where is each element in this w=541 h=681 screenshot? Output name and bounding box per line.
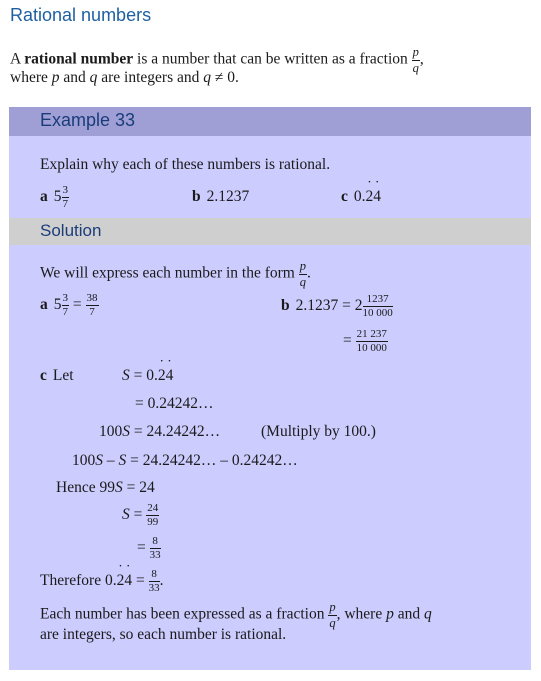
solution-part-b-line-2: = $\frac{21 237}{10 000}$ <box>343 328 387 354</box>
solution-c-step-2: = 0.24242… <box>135 395 214 412</box>
example-panel <box>9 107 531 670</box>
term-rational-number: rational number <box>24 50 134 68</box>
solution-c-step-4: 100S – S = 24.24242… – 0.24242… <box>72 452 298 469</box>
fraction-p-over-q: $\frac{p}{q}$ <box>412 45 419 75</box>
solution-header <box>9 218 531 245</box>
conclusion-line-1: Each number has been expressed as a fraction $\frac{p}{q}$ , where p and q <box>40 600 432 630</box>
solution-title: Solution <box>40 221 102 240</box>
solution-c-step-6: S = $\frac{24}{99}$ <box>122 502 159 528</box>
solution-intro: We will express each number in the form $\frac{p}{q}$ . <box>40 259 311 289</box>
solution-c-step-3: 100S = 24.24242… <box>99 423 221 440</box>
example-header <box>9 107 531 136</box>
section-title: Rational numbers <box>10 5 152 25</box>
solution-part-c-label: c Let <box>40 367 74 384</box>
example-question: Explain why each of these numbers is rational. <box>40 156 331 173</box>
example-title: Example 33 <box>40 110 136 130</box>
example-part-b: b 2.1237 <box>192 188 250 205</box>
solution-c-therefore: Therefore 0.˙ 2˙ 4 = $\frac{8}{33}$ . <box>40 569 163 594</box>
solution-part-a: a 5 $\frac{3}{7}$ = $\frac{38}{7}$ <box>40 292 98 318</box>
conclusion-line-2: are integers, so each number is rational. <box>40 626 287 643</box>
definition-line-1: A rational number is a number that can be written as a fraction $\frac{p}{q}$ , <box>10 45 424 75</box>
solution-c-step-7: = $\frac{8}{33}$ <box>137 535 161 561</box>
solution-c-step-1: S = 0.˙ 2˙ 4 <box>122 367 173 385</box>
solution-c-step-3-note: (Multiply by 100.) <box>261 423 376 440</box>
solution-part-b-line-1: b 2.1237 = 2 $\frac{1237}{10 000}$ <box>281 293 393 319</box>
example-part-c: c 0.˙ 2˙ 4 <box>341 188 381 206</box>
definition-line-2: where p and q are integers and q ≠ 0. <box>10 69 239 86</box>
solution-c-hence: Hence 99S = 24 <box>56 479 155 496</box>
example-part-a: a 5 $\frac{3}{7}$ <box>40 184 68 210</box>
